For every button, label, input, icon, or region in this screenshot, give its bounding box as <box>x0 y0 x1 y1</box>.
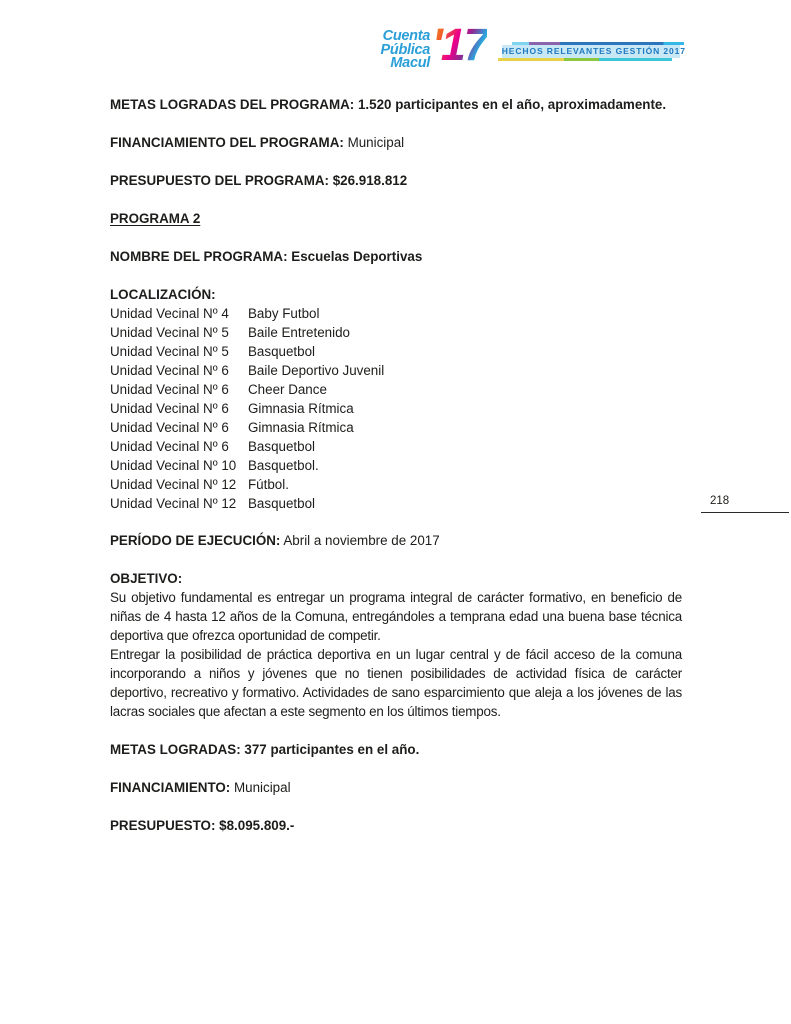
program2-metas-value: 377 participantes en el año. <box>240 742 420 757</box>
objetivo-paragraph-2: Entregar la posibilidad de práctica deportiva en un lugar central y de fácil acceso de la comuna incorporando a niños y jóvenes que no tienen posibilidades de actividad física de carácter deportivo, recreativo y formativo. Actividades de sano esparcimiento que aleja a los jóvenes de las lacras sociales que afectan a este segmento en los últimos tiempos. <box>110 647 682 719</box>
program2-title: PROGRAMA 2 <box>110 211 201 226</box>
objetivo-paragraph-1: Su objetivo fundamental es entregar un programa integral de carácter formativo, en beneficio de niñas de 4 hasta 12 años de la Comuna, entregándoles a temprana edad una buena base técnica deportiva que ofrezca oportunidad de competir. <box>110 590 682 643</box>
localizacion-unit: Unidad Vecinal Nº 6 <box>110 363 229 378</box>
localizacion-activity: Basquetbol <box>248 344 316 359</box>
logo-banner <box>501 42 686 61</box>
localizacion-row <box>110 437 682 456</box>
program2-financiamiento-line <box>110 778 682 797</box>
program1-presupuesto-line <box>110 171 682 190</box>
program2-financiamiento-label: FINANCIAMIENTO: <box>110 780 231 795</box>
program1-financiamiento-value: Municipal <box>343 135 405 150</box>
program1-financiamiento-label: FINANCIAMIENTO DEL PROGRAMA: <box>110 135 344 150</box>
localizacion-row <box>110 399 682 418</box>
periodo-line <box>110 531 682 550</box>
localizacion-unit: Unidad Vecinal Nº 6 <box>110 401 229 416</box>
localizacion-activity: Gimnasia Rítmica <box>248 420 354 435</box>
localizacion-row <box>110 304 682 323</box>
program2-nombre-value: Escuelas Deportivas <box>287 249 423 264</box>
program1-metas-line <box>110 95 682 114</box>
localizacion-row <box>110 418 682 437</box>
localizacion-activity: Baile Entretenido <box>248 325 350 340</box>
localizacion-activity: Basquetbol <box>248 439 316 454</box>
localizacion-unit: Unidad Vecinal Nº 12 <box>110 496 237 511</box>
program2-presupuesto-label: PRESUPUESTO: <box>110 818 216 833</box>
localizacion-activity: Baile Deportivo Juvenil <box>248 363 385 378</box>
localizacion-row <box>110 456 682 475</box>
localizacion-row <box>110 380 682 399</box>
localizacion-activity: Basquetbol <box>248 496 316 511</box>
logo-brand-text <box>362 24 430 71</box>
periodo-label: PERÍODO DE EJECUCIÓN: <box>110 533 281 548</box>
logo-brand-line-1: Cuenta <box>382 28 430 44</box>
localizacion-activity: Basquetbol. <box>248 458 319 473</box>
cuenta-publica-macul-logo <box>362 19 686 71</box>
localizacion-unit: Unidad Vecinal Nº 4 <box>110 306 229 321</box>
program2-nombre-label: NOMBRE DEL PROGRAMA: <box>110 249 288 264</box>
logo-year-17: '17 <box>432 19 487 70</box>
page-number-block <box>701 495 789 513</box>
banner-stripe-bottom-decoration <box>498 58 672 61</box>
document-content <box>110 95 682 854</box>
localizacion-row <box>110 342 682 361</box>
program2-metas-line <box>110 740 682 759</box>
program1-metas-label: METAS LOGRADAS DEL PROGRAMA: <box>110 97 355 112</box>
program1-presupuesto-label: PRESUPUESTO DEL PROGRAMA: <box>110 173 329 188</box>
localizacion-unit: Unidad Vecinal Nº 6 <box>110 382 229 397</box>
objetivo-heading: OBJETIVO: <box>110 571 183 586</box>
localizacion-heading: LOCALIZACIÓN: <box>110 287 216 302</box>
localizacion-unit: Unidad Vecinal Nº 10 <box>110 458 237 473</box>
program2-presupuesto-value: $8.095.809.- <box>215 818 295 833</box>
localizacion-list <box>110 304 682 513</box>
localizacion-row <box>110 475 682 494</box>
localizacion-unit: Unidad Vecinal Nº 5 <box>110 344 229 359</box>
localizacion-unit: Unidad Vecinal Nº 12 <box>110 477 237 492</box>
program1-financiamiento-line <box>110 133 682 152</box>
localizacion-row <box>110 323 682 342</box>
periodo-value: Abril a noviembre de 2017 <box>280 533 440 548</box>
logo-brand-line-3: Macul <box>390 55 430 71</box>
localizacion-activity: Gimnasia Rítmica <box>248 401 354 416</box>
localizacion-unit: Unidad Vecinal Nº 5 <box>110 325 229 340</box>
localizacion-activity: Cheer Dance <box>248 382 327 397</box>
program2-financiamiento-value: Municipal <box>230 780 291 795</box>
localizacion-unit: Unidad Vecinal Nº 6 <box>110 420 229 435</box>
localizacion-activity: Baby Futbol <box>248 306 320 321</box>
localizacion-row <box>110 494 682 513</box>
program2-metas-label: METAS LOGRADAS: <box>110 742 241 757</box>
program1-presupuesto-value: $26.918.812 <box>329 173 408 188</box>
banner-headline: HECHOS RELEVANTES GESTIÓN 2017 <box>501 46 686 56</box>
logo-brand-line-2: Pública <box>380 41 430 58</box>
program1-metas-value: 1.520 participantes en el año, aproximadamente. <box>354 97 667 112</box>
program2-presupuesto-line <box>110 816 682 835</box>
program2-nombre-line <box>110 247 682 266</box>
localizacion-row <box>110 361 682 380</box>
localizacion-activity: Fútbol. <box>248 477 289 492</box>
page-number: 218 <box>710 495 730 507</box>
localizacion-unit: Unidad Vecinal Nº 6 <box>110 439 229 454</box>
